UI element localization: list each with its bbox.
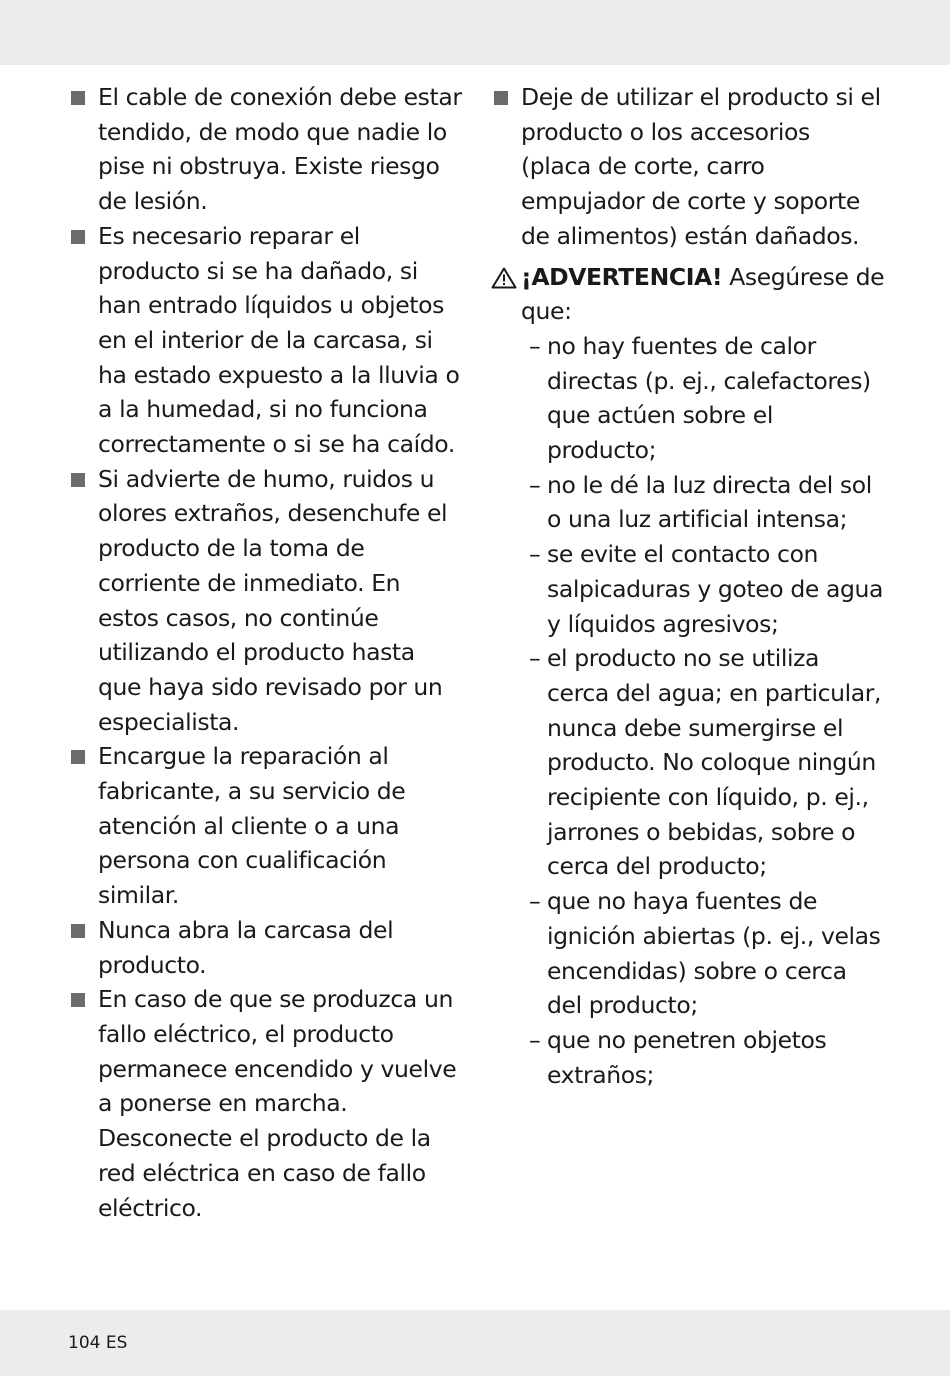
header-band [0, 0, 950, 65]
dash-bullet: – [529, 1025, 541, 1054]
bullet-item [68, 462, 463, 740]
square-bullet-icon [71, 230, 85, 244]
bullet-text: Si advierte de humo, ruidos u olores extraños, desenchufe el producto de la toma de corriente de inmediato. En estos casos, no continúe utilizando el producto hasta que haya sido revisado por un especialista. [98, 464, 448, 736]
bullet-text: Es necesario reparar el producto si se ha dañado, si han entrado líquidos u objetos en el interior de la carcasa, si ha estado expuesto a la lluvia o a la humedad, si no funciona correctamente o si se ha caído. [98, 221, 460, 459]
dash-bullet: – [529, 470, 541, 499]
square-bullet-icon [71, 91, 85, 105]
warning-dash-list [491, 329, 886, 1092]
left-column [68, 80, 463, 1225]
bullet-text: En caso de que se produzca un fallo eléctrico, el producto permanece encendido y vuelve a ponerse en marcha. Desconecte el producto de la red eléctrica en caso de fallo eléctrico. [98, 985, 457, 1222]
dash-bullet: – [529, 331, 541, 360]
dash-list-item [491, 468, 886, 537]
warning-block [491, 260, 886, 329]
bullet-item [68, 913, 463, 982]
dash-item-text: el producto no se utiliza cerca del agua; en particular, nunca debe sumergirse el producto. No coloque ningún recipiente con líquido, p. ej., jarrones o bebidas, sobre o cerca del producto; [547, 644, 882, 881]
warning-intro: Asegúrese de que: [521, 262, 885, 326]
dash-item-text: que no penetren objetos extraños; [547, 1025, 827, 1089]
warning-triangle-icon [491, 267, 517, 289]
bullet-item [491, 80, 886, 254]
square-bullet-icon [71, 924, 85, 938]
bullet-text: Nunca abra la carcasa del producto. [98, 915, 394, 979]
dash-item-text: no hay fuentes de calor directas (p. ej., calefactores) que actúen sobre el producto; [547, 331, 871, 465]
bullet-item [68, 982, 463, 1225]
dash-list-item [491, 1023, 886, 1092]
square-bullet-icon [71, 993, 85, 1007]
dash-list-item [491, 537, 886, 641]
bullet-text: Deje de utilizar el producto si el producto o los accesorios (placa de corte, carro empujador de corte y soporte de alimentos) están dañados. [521, 83, 881, 250]
bullet-text: El cable de conexión debe estar tendido, de modo que nadie lo pise ni obstruya. Existe riesgo de lesión. [98, 83, 462, 216]
bullet-item [68, 739, 463, 913]
bullet-item [68, 219, 463, 462]
bullet-item [68, 80, 463, 219]
dash-item-text: que no haya fuentes de ignición abiertas (p. ej., velas encendidas) sobre o cerca del producto; [547, 887, 881, 1020]
warning-label: ¡ADVERTENCIA! [521, 262, 723, 291]
dash-item-text: no le dé la luz directa del sol o una luz artificial intensa; [547, 470, 872, 534]
dash-list-item [491, 641, 886, 884]
square-bullet-icon [71, 750, 85, 764]
dash-bullet: – [529, 644, 541, 673]
dash-bullet: – [529, 887, 541, 916]
square-bullet-icon [71, 473, 85, 487]
dash-item-text: se evite el contacto con salpicaduras y goteo de agua y líquidos agresivos; [547, 540, 883, 638]
page-number: 104 ES [68, 1333, 128, 1353]
dash-bullet: – [529, 540, 541, 569]
footer-band [0, 1310, 950, 1376]
dash-list-item [491, 884, 886, 1023]
dash-list-item [491, 329, 886, 468]
square-bullet-icon [494, 91, 508, 105]
right-column [491, 80, 886, 1092]
bullet-text: Encargue la reparación al fabricante, a su servicio de atención al cliente o a una persona con cualificación similar. [98, 742, 406, 910]
